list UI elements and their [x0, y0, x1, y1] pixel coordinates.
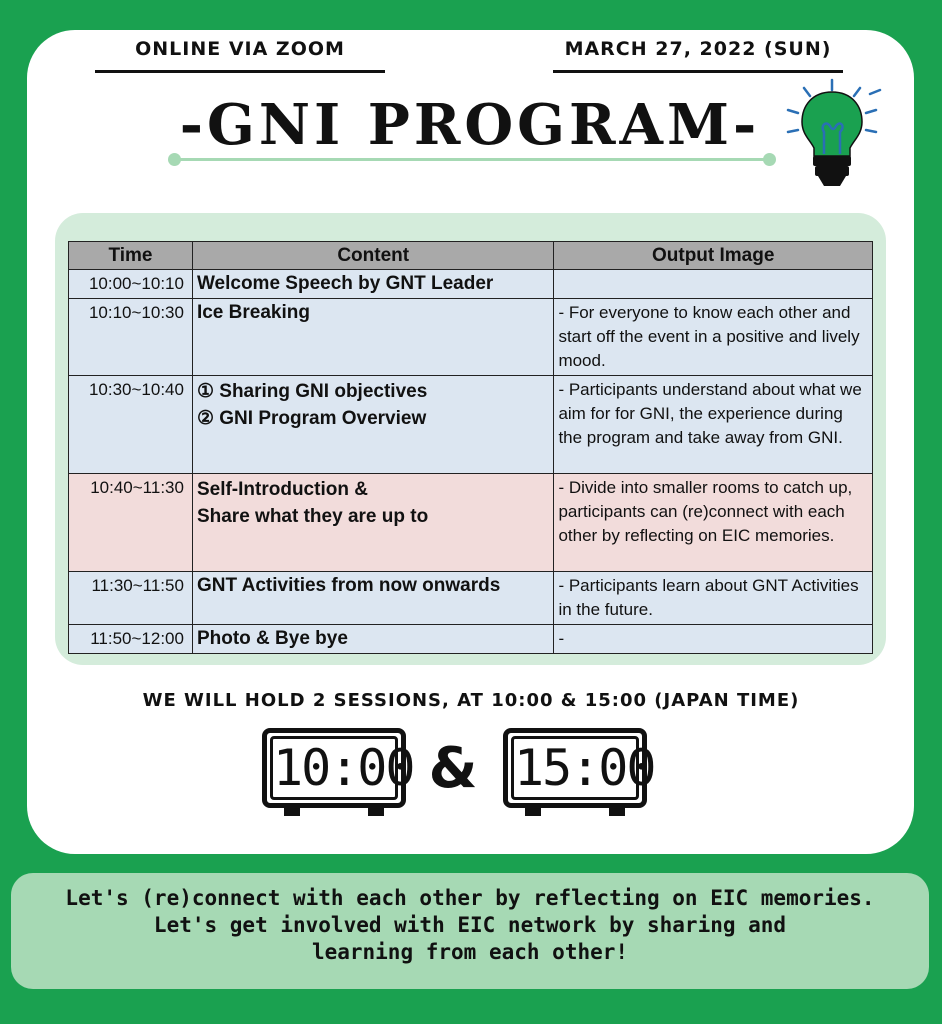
footer-message [11, 873, 929, 989]
content-line: Share what they are up to [196, 506, 429, 527]
clock-foot [368, 808, 384, 816]
row-time: 10:40~11:30 [69, 474, 193, 572]
row-output: - Participants learn about GNT Activities in the future. [554, 572, 873, 625]
content-line: ② GNI Program Overview [196, 408, 427, 429]
clock-time: 15:00 [511, 736, 639, 800]
title-divider [174, 158, 770, 161]
row-content [192, 270, 553, 299]
table-row [69, 572, 873, 625]
content-line: ① Sharing GNI objectives [196, 381, 428, 402]
row-output: - Divide into smaller rooms to catch up, participants can (re)connect with each other by reflecting on EIC memories. [554, 474, 873, 572]
clock-foot [284, 808, 300, 816]
venue-underline [95, 70, 385, 73]
title-divider-dot-right [763, 153, 776, 166]
row-time: 10:10~10:30 [69, 299, 193, 376]
sessions-note: WE WILL HOLD 2 SESSIONS, AT 10:00 & 15:00 (JAPAN TIME) [142, 690, 800, 711]
content-line: Welcome Speech by GNT Leader [196, 273, 494, 294]
row-output: - For everyone to know each other and start off the event in a positive and lively mood. [554, 299, 873, 376]
row-time: 11:50~12:00 [69, 625, 193, 654]
row-time: 10:30~10:40 [69, 376, 193, 474]
page-title: -GNI PROGRAM- [179, 92, 761, 158]
content-line: GNT Activities from now onwards [196, 575, 501, 596]
row-content [192, 299, 553, 376]
footer-line-3: learning from each other! [311, 940, 629, 964]
row-content [192, 625, 553, 654]
date-underline [553, 70, 843, 73]
ampersand: & [428, 736, 478, 801]
footer-line-2: Let's get involved with EIC network by sharing and [153, 913, 787, 937]
clock-icon-afternoon [503, 728, 655, 818]
program-table [68, 241, 873, 654]
date-label: MARCH 27, 2022 (SUN) [564, 38, 832, 60]
title-divider-dot-left [168, 153, 181, 166]
row-output: - Participants understand about what we aim for for GNI, the experience during the program and take away from GNI. [554, 376, 873, 474]
row-time: 10:00~10:10 [69, 270, 193, 299]
row-content [192, 474, 553, 572]
clock-foot [525, 808, 541, 816]
content-line: Ice Breaking [196, 302, 310, 323]
table-row [69, 299, 873, 376]
row-content [192, 376, 553, 474]
table-row [69, 625, 873, 654]
clock-foot [609, 808, 625, 816]
clock-icon-morning [262, 728, 414, 818]
table-row [69, 270, 873, 299]
venue-label: ONLINE VIA ZOOM [135, 38, 345, 60]
lightbulb-icon [782, 76, 882, 196]
row-content [192, 572, 553, 625]
row-output: - [554, 625, 873, 654]
content-line: Photo & Bye bye [196, 628, 348, 649]
clock-time: 10:00 [270, 736, 398, 800]
header-time: Time [69, 242, 193, 270]
header-content: Content [192, 242, 553, 270]
header-output: Output Image [554, 242, 873, 270]
table-row [69, 376, 873, 474]
content-line: Self-Introduction & [196, 479, 368, 500]
footer-line-1: Let's (re)connect with each other by reflecting on EIC memories. [65, 886, 875, 910]
row-output [554, 270, 873, 299]
row-time: 11:30~11:50 [69, 572, 193, 625]
table-row [69, 474, 873, 572]
